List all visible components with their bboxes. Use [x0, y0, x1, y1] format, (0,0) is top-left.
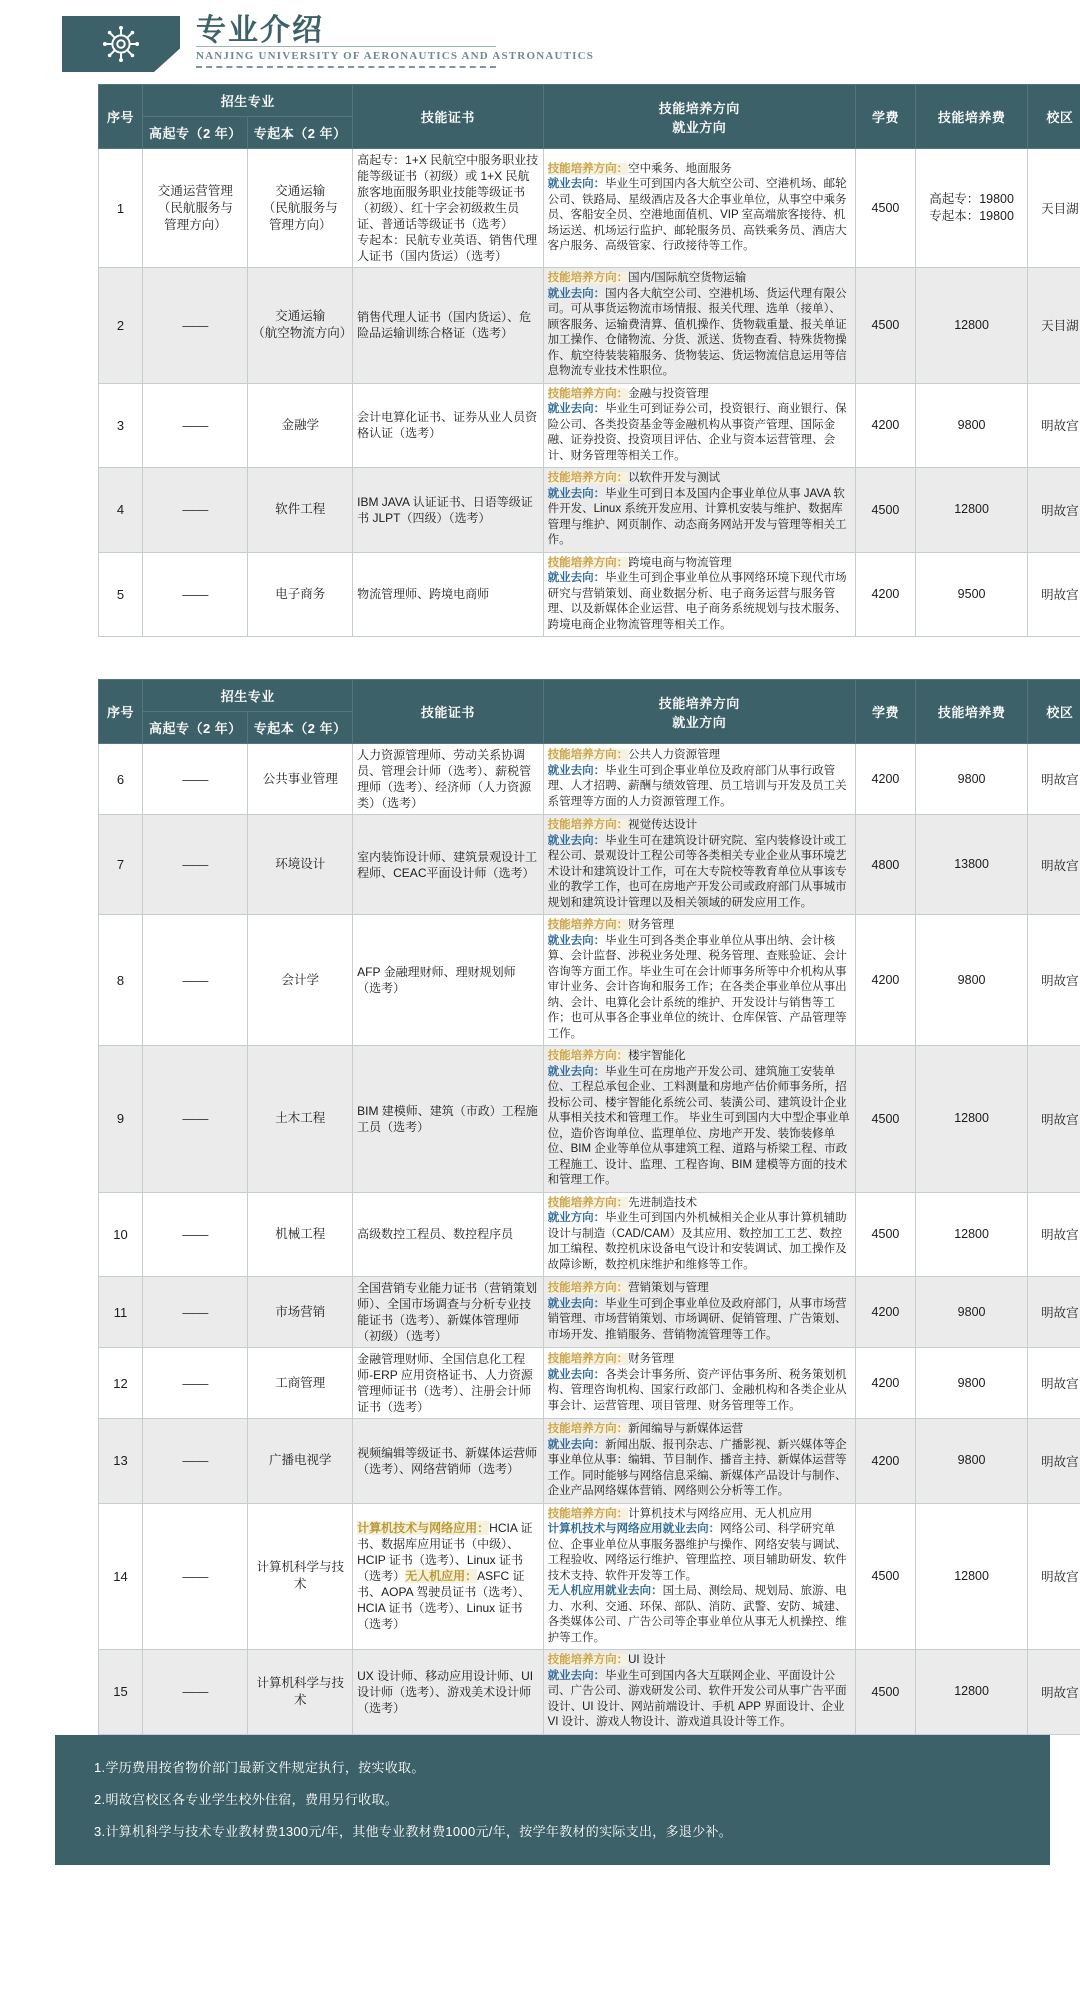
text-line: UX 设计师、移动应用设计师、UI 设计师（选考）、游戏美术设计师（选考） — [357, 1668, 538, 1716]
text-line: 电子商务 — [252, 586, 348, 603]
text-line: 12800 — [920, 1568, 1023, 1585]
cell-campus: 明故宫 — [1028, 744, 1080, 815]
cell-major-gqz: —— — [143, 1650, 248, 1735]
cell-training-direction: 技能培养方向：先进制造技术 就业方向：毕业生可到国内外机械相关企业从事计算机辅助设计与制造（CAD/CAM）及其应用、数控加工工艺、数控加工编程、数控机床设备电气设计和安装调试、加工操作及故障诊断，数控机床维护和维修等工作。 — [543, 1192, 855, 1277]
cell-skill-certificate: 计算机技术与网络应用：HCIA 证书、数据库应用证书（中级）、HCIP 证书（选考）、Linux 证书（选考）无人机应用：ASFC 证书、AOPA 驾驶员证书（选考）、HCIA 证书（选考）、Linux 证书（选考） — [353, 1503, 543, 1650]
table-head — [98, 680, 1080, 744]
cert-category-label-2: 无人机应用： — [405, 1569, 477, 1583]
cell-major-gqz: —— — [143, 915, 248, 1046]
cell-tuition: 4500 — [856, 149, 916, 268]
cell-serial-number: 9 — [98, 1046, 143, 1193]
cell-training-direction: 技能培养方向：国内/国际航空货物运输 就业去向：国内各大航空公司、空港机场、货运代理有限公司。可从事货运物流市场情报、报关代理、选单（接单）、顾客服务、运输费清算、值机操作、货物载重量、报关单证加工操作、仓储物流、分货、派送、货物查看、特殊货物操作、航空待装装箱服务、货物装运、货运物流信息运用等信息物流专业技术性职位。 — [543, 268, 855, 384]
training-direction-label: 技能培养方向： — [548, 472, 629, 484]
text-line: 广播电视学 — [252, 1452, 348, 1469]
cell-skill-certificate — [353, 149, 543, 268]
cell-major-gqz: —— — [143, 552, 248, 637]
text-line: 9800 — [920, 1375, 1023, 1392]
cell-training-direction: 技能培养方向：楼宇智能化 就业去向：毕业生可在房地产开发公司、建筑施工安装单位、工程总承包企业、工料测量和房地产估价师事务所，招投标公司、楼宇智能化系统公司、装潢公司、建筑设计企业从事相关技术和管理工作。 毕业生可到国内大中型企事业单位，造价咨询单位、监理单位、房地产开发、装饰装修单位、BIM 企业等单位从事建筑工程、道路与桥梁工程、市政工程施工、设计、监理、工程咨询、BIM 建模等方面的技术和管理工作。 — [543, 1046, 855, 1193]
job-direction-label: 就业去向： — [548, 572, 606, 584]
text-line: （航空物流方向） — [252, 325, 348, 342]
cell-training-direction: 技能培养方向：以软件开发与测试 就业去向：毕业生可到日本及国内企事业单位从事 JAVA 软件开发、Linux 系统开发应用、计算机安装与维护、数据库管理与维护、网页制作、动态商务网站开发与管理等相关工作。 — [543, 468, 855, 553]
table-row — [98, 815, 1080, 915]
text-line: 人力资源管理师、劳动关系协调员、管理会计师（选考）、薪税管理师（选考）、经济师（人力资源类）（选考） — [357, 747, 538, 811]
text-line: 销售代理人证书（国内货运）、危险品运输训练合格证（选考） — [357, 309, 538, 341]
training-direction-label: 技能培养方向： — [548, 1508, 629, 1520]
cell-training-direction: 技能培养方向：跨境电商与物流管理 就业去向：毕业生可到企事业单位从事网络环境下现代市场研究与营销策划、商业数据分析、电子商务运营与服务管理、以及新媒体企业运营、电子商务系统规划与技术服务、跨境电商企业物流管理等相关工作。 — [543, 552, 855, 637]
cell-training-fee — [915, 383, 1027, 468]
text-line: BIM 建模师、建筑（市政）工程施工员（选考） — [357, 1103, 538, 1135]
text-line: 专起本：民航专业英语、销售代理人证书（国内货运）（选考） — [357, 232, 538, 264]
cell-training-direction: 技能培养方向：财务管理 就业去向：各类会计事务所、资产评估事务所、税务策划机构、管理咨询机构、国家行政部门、金融机构和各类企业从事会计、运营管理、项目管理、财务管理等工作。 — [543, 1348, 855, 1419]
th-cert: 技能证书 — [353, 680, 543, 744]
cell-serial-number: 6 — [98, 744, 143, 815]
th-no: 序号 — [98, 680, 143, 744]
cell-major-zqb — [248, 1650, 353, 1735]
cell-campus: 明故宫 — [1028, 1046, 1080, 1193]
job-direction-label: 就业去向： — [548, 1439, 606, 1451]
text-line: 金融管理财师、全国信息化工程师-ERP 应用资格证书、人力资源管理师证书（选考）、注册会计师证书（选考） — [357, 1351, 538, 1415]
cell-major-zqb — [248, 149, 353, 268]
table-row — [98, 1348, 1080, 1419]
table-row — [98, 552, 1080, 637]
job-direction-label: 就业去向： — [548, 178, 606, 190]
cell-serial-number: 11 — [98, 1277, 143, 1348]
cell-serial-number: 3 — [98, 383, 143, 468]
text-line: 公共事业管理 — [252, 771, 348, 788]
cell-major-zqb — [248, 1277, 353, 1348]
cell-major-zqb — [248, 1419, 353, 1504]
cell-tuition: 4500 — [856, 268, 916, 384]
text-line: 管理方向） — [147, 217, 243, 234]
cell-skill-certificate — [353, 1419, 543, 1504]
cell-campus: 明故宫 — [1028, 1419, 1080, 1504]
th-no: 序号 — [98, 85, 143, 149]
th-cert: 技能证书 — [353, 85, 543, 149]
text-line: 12800 — [920, 1226, 1023, 1243]
cell-major-gqz: —— — [143, 1046, 248, 1193]
cell-major-gqz: —— — [143, 383, 248, 468]
cell-tuition: 4200 — [856, 1277, 916, 1348]
training-direction-label: 技能培养方向： — [548, 1282, 629, 1294]
footer-notes — [55, 1735, 1050, 1865]
table-row — [98, 1419, 1080, 1504]
training-direction-label: 技能培养方向： — [548, 163, 629, 175]
job-direction-label: 就业去向： — [548, 288, 606, 300]
job-direction-label: 就业去向： — [548, 488, 606, 500]
text-line: 专起本：19800 — [920, 208, 1023, 225]
training-direction-label: 技能培养方向： — [548, 1353, 629, 1365]
th-campus: 校区 — [1028, 680, 1080, 744]
text-line: 12800 — [920, 501, 1023, 518]
majors-table-2-wrapper — [43, 679, 1038, 1735]
cell-training-direction: 技能培养方向：空中乘务、地面服务 就业去向：毕业生可到国内各大航空公司、空港机场、邮轮公司、铁路局、星级酒店及各大企事业单位，从事空中乘务员、客船安全员、空港地面值机、VIP 室高端旅客接待、机场运送、机场运行监护、邮轮服务员、高铁乘务员、酒店大客户服务、高级管家、行政接待等工作。 — [543, 149, 855, 268]
cell-major-zqb — [248, 468, 353, 553]
text-line: 交通运输 — [252, 183, 348, 200]
cell-skill-certificate — [353, 383, 543, 468]
cell-campus: 明故宫 — [1028, 1348, 1080, 1419]
cell-tuition: 4800 — [856, 815, 916, 915]
cell-training-direction: 技能培养方向：视觉传达设计 就业去向：毕业生可在建筑设计研究院、室内装修设计或工程公司、景观设计工程公司等各类相关专业企业从事环境艺术设计和建筑设计工作，可在大专院校等教育单位从事该专业的教学工作，也可在房地产开发公司或政府部门从事城市规划和建筑设计管理以及相关领域的研发应用工作。 — [543, 815, 855, 915]
text-line: 12800 — [920, 1110, 1023, 1127]
cell-campus: 天目湖 — [1028, 268, 1080, 384]
th-direction-line2: 就业方向 — [547, 712, 852, 731]
cell-major-zqb — [248, 268, 353, 384]
cell-tuition: 4200 — [856, 744, 916, 815]
text-line: 9800 — [920, 972, 1023, 989]
th-tuition: 学费 — [856, 85, 916, 149]
cell-serial-number: 5 — [98, 552, 143, 637]
cell-major-gqz: —— — [143, 1419, 248, 1504]
cell-tuition: 4500 — [856, 1503, 916, 1650]
cell-skill-certificate — [353, 915, 543, 1046]
cell-skill-certificate — [353, 468, 543, 553]
text-line: 12800 — [920, 1683, 1023, 1700]
cell-major-zqb — [248, 1192, 353, 1277]
banner-divider-dashed — [196, 66, 496, 68]
text-line: 软件工程 — [252, 501, 348, 518]
job-direction-label: 就业去向： — [548, 1670, 606, 1682]
header-row-1 — [98, 85, 1080, 117]
cell-training-fee — [915, 1192, 1027, 1277]
cell-training-direction: 技能培养方向：计算机技术与网络应用、无人机应用 计算机技术与网络应用就业去向：网络公司、科学研究单位、企事业单位从事服务器维护与操作、网络安装与调试、工程验收、网络运行维护、管理监控、项目辅助研发、软件技术支持、软件开发等工作。 无人机应用就业去向：国土局、测绘局、规划局、旅游、电力、水利、交通、环保、部队、消防、武警、安防、城建、各类媒体公司、广告公司等企事业单位从事无人机操控、维护等工作。 — [543, 1503, 855, 1650]
cell-major-zqb — [248, 383, 353, 468]
cell-training-fee — [915, 468, 1027, 553]
cell-major-zqb — [248, 552, 353, 637]
job-direction-label: 就业去向： — [548, 935, 606, 947]
cell-major-gqz: —— — [143, 268, 248, 384]
page-subtitle-en: NANJING UNIVERSITY OF AERONAUTICS AND ASTRONAUTICS — [196, 50, 594, 62]
note-line: 1.学历费用按省物价部门最新文件规定执行，按实收取。 — [56, 1752, 1049, 1784]
training-direction-label: 技能培养方向： — [548, 1197, 629, 1209]
cell-tuition: 4200 — [856, 552, 916, 637]
text-line: 9800 — [920, 1452, 1023, 1469]
cell-serial-number: 13 — [98, 1419, 143, 1504]
cell-training-direction: 技能培养方向：新闻编导与新媒体运营 就业去向：新闻出版、报刊杂志、广播影视、新兴媒体等企事业单位从事：编辑、节目制作、播音主持、新媒体运营等工作。同时能够与网络信息采编、新媒体产品设计与制作、企业产品网络媒体营销、网络则公分析等工作。 — [543, 1419, 855, 1504]
cell-campus: 明故宫 — [1028, 915, 1080, 1046]
th-training-fee: 技能培养费 — [915, 85, 1027, 149]
training-direction-label: 技能培养方向： — [548, 388, 629, 400]
cell-major-gqz: —— — [143, 1348, 248, 1419]
text-line: （民航服务与 — [252, 200, 348, 217]
cell-campus: 明故宫 — [1028, 1503, 1080, 1650]
table-row — [98, 1650, 1080, 1735]
cell-serial-number: 14 — [98, 1503, 143, 1650]
table-row — [98, 744, 1080, 815]
cell-training-fee — [915, 815, 1027, 915]
th-zqb: 专起本（2 年） — [248, 117, 353, 149]
cell-skill-certificate — [353, 744, 543, 815]
text-line: 会计学 — [252, 972, 348, 989]
majors-table-1 — [98, 84, 1080, 637]
cell-training-fee — [915, 1277, 1027, 1348]
th-direction-line1: 技能培养方向 — [547, 693, 852, 712]
note-line: 3.计算机科学与技术专业教材费1300元/年，其他专业教材费1000元/年，按学年教材的实际支出，多退少补。 — [56, 1816, 1049, 1848]
text-line: 高起专：19800 — [920, 191, 1023, 208]
th-gqz: 高起专（2 年） — [143, 712, 248, 744]
cell-training-fee — [915, 1348, 1027, 1419]
cert-category-label-1: 计算机技术与网络应用： — [357, 1521, 489, 1535]
table-body-2 — [98, 744, 1080, 1735]
cell-skill-certificate — [353, 815, 543, 915]
cell-tuition: 4500 — [856, 1192, 916, 1277]
cell-tuition: 4200 — [856, 915, 916, 1046]
training-direction-label: 技能培养方向： — [548, 749, 629, 761]
text-line: 9800 — [920, 417, 1023, 434]
cell-training-direction: 技能培养方向：金融与投资管理 就业去向：毕业生可到证券公司，投资银行、商业银行、保险公司、各类投资基金等金融机构从事资产管理、国际金融、证券投资、投资项目评估、企业与资本运营管理、会计、财务管理等相关工作。 — [543, 383, 855, 468]
cell-training-fee — [915, 915, 1027, 1046]
th-majors-group: 招生专业 — [143, 85, 353, 117]
cell-tuition: 4500 — [856, 468, 916, 553]
table-row — [98, 268, 1080, 384]
cell-serial-number: 7 — [98, 815, 143, 915]
cell-training-fee — [915, 1046, 1027, 1193]
cell-major-gqz: —— — [143, 815, 248, 915]
cell-major-gqz: —— — [143, 1192, 248, 1277]
job-direction-label: 就业去向： — [548, 1298, 606, 1310]
th-tuition: 学费 — [856, 680, 916, 744]
cell-skill-certificate — [353, 1277, 543, 1348]
table-row — [98, 383, 1080, 468]
text-line: IBM JAVA 认证证书、日语等级证书 JLPT（四级）（选考） — [357, 494, 538, 526]
table-row — [98, 149, 1080, 268]
cell-campus: 明故宫 — [1028, 1650, 1080, 1735]
text-line: （民航服务与 — [147, 200, 243, 217]
cell-campus: 明故宫 — [1028, 468, 1080, 553]
table-row — [98, 1192, 1080, 1277]
training-direction-label: 技能培养方向： — [548, 919, 629, 931]
cell-skill-certificate — [353, 1650, 543, 1735]
training-direction-label: 技能培养方向： — [548, 1654, 629, 1666]
cell-training-fee — [915, 552, 1027, 637]
header-row-1 — [98, 680, 1080, 712]
cell-tuition: 4500 — [856, 1650, 916, 1735]
table-row — [98, 1277, 1080, 1348]
cell-training-direction: 技能培养方向：营销策划与管理 就业去向：毕业生可到企事业单位及政府部门，从事市场营销管理、市场营销策划、市场调研、促销管理、广告策划、市场开发、推销服务、营销物流管理等工作。 — [543, 1277, 855, 1348]
text-line: 9800 — [920, 771, 1023, 788]
page-title: 专业介绍 — [196, 14, 594, 48]
text-line: 高级数控工程员、数控程序员 — [357, 1226, 538, 1242]
cell-skill-certificate — [353, 268, 543, 384]
cell-campus: 天目湖 — [1028, 149, 1080, 268]
table-row — [98, 1046, 1080, 1193]
text-line: 13800 — [920, 856, 1023, 873]
cell-serial-number: 12 — [98, 1348, 143, 1419]
text-line: 9800 — [920, 1304, 1023, 1321]
text-line: 工商管理 — [252, 1375, 348, 1392]
cell-training-direction: 技能培养方向：UI 设计 就业去向：毕业生可到国内各大互联网企业、平面设计公司、广告公司、游戏研发公司、软件开发公司从事广告平面设计、UI 设计、网站前端设计、手机 APP 界面设计、企业 VI 设计、游戏人物设计、游戏道具设计等工作。 — [543, 1650, 855, 1735]
cell-major-zqb — [248, 915, 353, 1046]
cell-major-zqb — [248, 1046, 353, 1193]
cell-training-fee — [915, 744, 1027, 815]
table-row — [98, 915, 1080, 1046]
th-training-fee: 技能培养费 — [915, 680, 1027, 744]
cell-tuition: 4500 — [856, 1046, 916, 1193]
cell-major-gqz: —— — [143, 1503, 248, 1650]
banner-divider-solid — [196, 46, 496, 47]
banner-title-block — [196, 14, 594, 62]
cell-training-fee — [915, 1650, 1027, 1735]
text-line: 室内装饰设计师、建筑景观设计工程师、CEAC平面设计师（选考） — [357, 849, 538, 881]
majors-table-1-wrapper — [43, 84, 1038, 637]
cell-serial-number: 10 — [98, 1192, 143, 1277]
cell-campus: 明故宫 — [1028, 552, 1080, 637]
page-header-banner — [0, 8, 1080, 80]
cell-training-fee — [915, 268, 1027, 384]
cell-campus: 明故宫 — [1028, 383, 1080, 468]
cell-campus: 明故宫 — [1028, 1277, 1080, 1348]
text-line: 物流管理师、跨境电商师 — [357, 586, 538, 602]
th-gqz: 高起专（2 年） — [143, 117, 248, 149]
cell-tuition: 4200 — [856, 1348, 916, 1419]
text-line: 视频编辑等级证书、新媒体运营师（选考）、网络营销师（选考） — [357, 1445, 538, 1477]
cell-training-direction: 技能培养方向：公共人力资源管理 就业去向：毕业生可到企事业单位及政府部门从事行政管理、人才招聘、薪酬与绩效管理、员工培训与开发及员工关系管理等方面的人力资源管理工作。 — [543, 744, 855, 815]
cell-major-gqz — [143, 149, 248, 268]
note-line: 2.明故宫校区各专业学生校外住宿，费用另行收取。 — [56, 1784, 1049, 1816]
text-line: 高起专：1+X 民航空中服务职业技能等级证书（初级）或 1+X 民航旅客地面服务职业技能等级证书（初级）、红十字会初级救生员证、普通话等级证书（选考） — [357, 152, 538, 232]
cell-major-zqb — [248, 1503, 353, 1650]
job-direction-label: 就业去向： — [548, 403, 606, 415]
job-direction-label: 计算机技术与网络应用就业去向： — [548, 1523, 721, 1535]
cell-skill-certificate — [353, 552, 543, 637]
cell-campus: 明故宫 — [1028, 815, 1080, 915]
job-direction-label: 就业去向： — [548, 765, 606, 777]
cell-serial-number: 1 — [98, 149, 143, 268]
job-direction-label: 就业去向： — [548, 835, 606, 847]
cell-training-fee — [915, 1419, 1027, 1504]
training-direction-label: 技能培养方向： — [548, 1423, 629, 1435]
cell-major-zqb — [248, 744, 353, 815]
text-line: 环境设计 — [252, 856, 348, 873]
th-majors-group: 招生专业 — [143, 680, 353, 712]
text-line: 9500 — [920, 586, 1023, 603]
th-direction — [543, 85, 855, 149]
table-body-1 — [98, 149, 1080, 637]
majors-table-2 — [98, 679, 1080, 1735]
text-line: 计算机科学与技术 — [252, 1675, 348, 1709]
cell-campus: 明故宫 — [1028, 1192, 1080, 1277]
training-direction-label: 技能培养方向： — [548, 272, 629, 284]
job-direction-label: 就业去向： — [548, 1066, 606, 1078]
text-line: 市场营销 — [252, 1304, 348, 1321]
cell-serial-number: 15 — [98, 1650, 143, 1735]
training-direction-label: 技能培养方向： — [548, 1050, 629, 1062]
text-line: 全国营销专业能力证书（营销策划师）、全国市场调查与分析专业技能证书（选考）、新媒体管理师（初级）（选考） — [357, 1280, 538, 1344]
cell-training-direction: 技能培养方向：财务管理 就业去向：毕业生可到各类企事业单位从事出纳、会计核算、会计监督、涉税业务处理、税务管理、查账验证、会计咨询等方面工作。毕业生可在会计师事务所等中介机构从事审计业务、会计咨询和服务工作；在各类企事业单位从事出纳、会计、电算化会计系统的维护、开发设计与销售等工作；也可从事各企事业单位的统计、仓库保管、产品管理等工作。 — [543, 915, 855, 1046]
job-direction-label-2: 无人机应用就业去向： — [548, 1585, 663, 1597]
cell-training-fee — [915, 1503, 1027, 1650]
text-line: 机械工程 — [252, 1226, 348, 1243]
cell-skill-certificate — [353, 1348, 543, 1419]
cell-training-fee — [915, 149, 1027, 268]
cell-serial-number: 8 — [98, 915, 143, 1046]
text-line: AFP 金融理财师、理财规划师（选考） — [357, 964, 538, 996]
training-direction-label: 技能培养方向： — [548, 557, 629, 569]
logo-badge — [62, 16, 180, 72]
cell-serial-number: 2 — [98, 268, 143, 384]
th-campus: 校区 — [1028, 85, 1080, 149]
text-line: 交通运输 — [252, 308, 348, 325]
text-line: 金融学 — [252, 417, 348, 434]
text-line: 计算机科学与技术 — [252, 1559, 348, 1593]
text-line: 会计电算化证书、证券从业人员资格认证（选考） — [357, 409, 538, 441]
cell-major-gqz: —— — [143, 744, 248, 815]
cell-skill-certificate — [353, 1046, 543, 1193]
th-direction — [543, 680, 855, 744]
table-row — [98, 468, 1080, 553]
th-direction-line1: 技能培养方向 — [547, 98, 852, 117]
training-direction-label: 技能培养方向： — [548, 819, 629, 831]
job-direction-label: 就业方向： — [548, 1212, 606, 1224]
cell-serial-number: 4 — [98, 468, 143, 553]
text-line: 12800 — [920, 317, 1023, 334]
cell-major-gqz: —— — [143, 468, 248, 553]
text-line: 管理方向） — [252, 217, 348, 234]
th-zqb: 专起本（2 年） — [248, 712, 353, 744]
text-line: 土木工程 — [252, 1110, 348, 1127]
cell-tuition: 4200 — [856, 383, 916, 468]
th-direction-line2: 就业方向 — [547, 117, 852, 136]
text-line: 交通运营管理 — [147, 183, 243, 200]
ship-wheel-icon — [103, 26, 139, 62]
cell-major-zqb — [248, 1348, 353, 1419]
cell-tuition: 4200 — [856, 1419, 916, 1504]
table-row — [98, 1503, 1080, 1650]
table-head — [98, 85, 1080, 149]
cell-major-zqb — [248, 815, 353, 915]
cell-skill-certificate — [353, 1192, 543, 1277]
cell-major-gqz: —— — [143, 1277, 248, 1348]
job-direction-label: 就业去向： — [548, 1369, 606, 1381]
